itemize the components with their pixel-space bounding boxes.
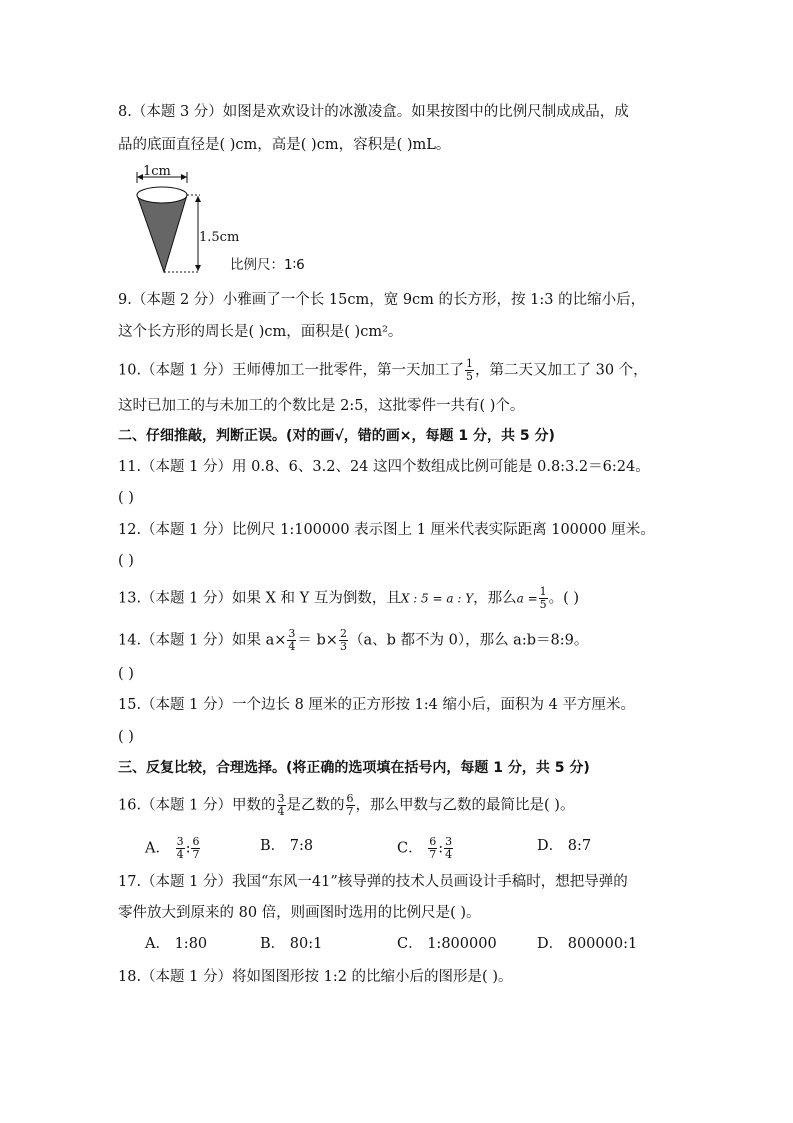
q9-line2: 这个长方形的周长是( )cm，面积是( )cm²。 [118, 324, 403, 340]
q17-option-a[interactable]: A． 1:80 [145, 936, 208, 952]
q10-frac-num: 1 [466, 357, 474, 370]
q18-text: 18.（本题 1 分）将如图图形按 1:2 的比缩小后的图形是( )。 [118, 969, 513, 985]
q17-line2: 零件放大到原来的 80 倍，则画图时选用的比例尺是( )。 [118, 905, 481, 921]
q16-f2-den: 7 [346, 805, 354, 818]
q16-opt-c-frac-1 [428, 836, 437, 861]
q14-text-c: （a、b 都不为 0），那么 a:b＝8:9。 [348, 632, 589, 649]
q16-opt-c-n1: 6 [429, 835, 437, 848]
q17-option-d[interactable]: D． 800000:1 [537, 936, 638, 952]
q16-opt-a-n2: 6 [192, 835, 200, 848]
q9-line1: 9.（本题 2 分）小雅画了一个长 15cm，宽 9cm 的长方形，按 1:3 的比缩小后， [118, 292, 646, 308]
q14-f2-den: 3 [339, 640, 347, 653]
q10-line2: 这时已加工的与未加工的个数比是 2:5，这批零件一共有( )个。 [118, 398, 525, 414]
q14-text-b: ＝ b× [297, 632, 338, 649]
q16-option-d[interactable]: D． 8:7 [537, 838, 592, 854]
q16-text-b: 是乙数的 [286, 797, 345, 814]
q13-fraction [539, 586, 548, 611]
q16-opt-c-sep: : [438, 840, 444, 857]
q17-option-b[interactable]: B． 80:1 [260, 936, 323, 952]
q10-text-a: 10.（本题 1 分）王师傅加工一批零件，第一天加工了 [118, 362, 465, 379]
q16-opt-a-d2: 7 [192, 848, 200, 861]
q10-fraction [465, 358, 474, 383]
q13-frac-num: 1 [539, 585, 547, 598]
q10-text-b: ，第二天又加工了 30 个， [475, 362, 648, 379]
q16-opt-c-d2: 4 [445, 848, 453, 861]
scale-label: 比例尺：1∶6 [230, 257, 305, 273]
q16-option-c[interactable] [397, 836, 454, 861]
q8-line1: 8.（本题 3 分）如图是欢欢设计的冰激凌盒。如果按图中的比例尺制成成品，成 [118, 104, 629, 120]
q12-answer-paren: ( ) [118, 553, 134, 569]
q16-f1-den: 4 [277, 805, 285, 818]
q12-text: 12.（本题 1 分）比例尺 1:100000 表示图上 1 厘米代表实际距离 100000 厘米。 [118, 522, 655, 538]
q16-opt-a-sep: : [185, 840, 191, 857]
q8-line2: 品的底面直径是( )cm，高是( )cm，容积是( )mL。 [118, 137, 451, 153]
section3-heading: 三、反复比较，合理选择。(将正确的选项填在括号内，每题 1 分，共 5 分) [118, 760, 590, 776]
q14-text-a: 14.（本题 1 分）如果 a× [118, 632, 287, 649]
q13-line [118, 586, 579, 611]
q14-fraction-1 [287, 628, 296, 653]
q16-option-c-label: C． [397, 840, 423, 857]
q13-text-a: 13.（本题 1 分）如果 X 和 Y 互为倒数，且 [118, 590, 401, 607]
q16-fraction-1 [277, 793, 286, 818]
q16-opt-a-frac-1 [176, 836, 185, 861]
q14-line [118, 628, 588, 653]
q15-text: 15.（本题 1 分）一个边长 8 厘米的正方形按 1:4 缩小后，面积为 4 平方厘米。 [118, 697, 635, 713]
q16-f1-num: 3 [277, 792, 285, 805]
q17-option-c[interactable]: C． 1:800000 [397, 936, 497, 952]
q14-f1-num: 3 [288, 627, 296, 640]
q16-option-a[interactable] [145, 836, 201, 861]
section2-heading: 二、仔细推敲，判断正误。(对的画√，错的画×，每题 1 分，共 5 分) [118, 428, 555, 444]
q16-opt-c-d1: 7 [429, 848, 437, 861]
ice-cream-cone-figure [120, 165, 350, 284]
q14-f2-num: 2 [339, 627, 347, 640]
q16-option-a-label: A． [145, 840, 170, 857]
q13-formula: X : 5 = a : Y [400, 591, 474, 606]
q15-answer-paren: ( ) [118, 729, 134, 745]
q11-answer-paren: ( ) [118, 490, 134, 506]
q11-text: 11.（本题 1 分）用 0.8、6、3.2、24 这四个数组成比例可能是 0.8:3.2＝6:24。 [118, 459, 650, 475]
cone-top-label: 1cm [143, 164, 171, 179]
q16-opt-c-frac-2 [444, 836, 453, 861]
q16-text-a: 16.（本题 1 分）甲数的 [118, 797, 276, 814]
q16-opt-a-frac-2 [191, 836, 200, 861]
q14-f1-den: 4 [288, 640, 296, 653]
q13-text-b: ，那么 [473, 590, 517, 607]
q16-opt-c-n2: 3 [445, 835, 453, 848]
q16-opt-a-n1: 3 [176, 835, 184, 848]
q16-fraction-2 [346, 793, 355, 818]
cone-height-label: 1.5cm [199, 230, 240, 245]
q16-line [118, 793, 574, 818]
q13-text-c: 。( ) [548, 590, 580, 607]
q10-frac-den: 5 [466, 370, 474, 383]
q16-f2-num: 6 [346, 792, 354, 805]
q13-frac-den: 5 [539, 598, 547, 611]
q16-text-c: ，那么甲数与乙数的最简比是( )。 [355, 797, 575, 814]
q10-line1 [118, 358, 648, 383]
q13-a-eq: a = [516, 591, 538, 606]
q17-line1: 17.（本题 1 分）我国“东风一41”核导弹的技术人员画设计手稿时，想把导弹的 [118, 874, 628, 890]
q14-answer-paren: ( ) [118, 666, 134, 682]
q14-fraction-2 [339, 628, 348, 653]
q16-opt-a-d1: 4 [176, 848, 184, 861]
q16-option-b[interactable]: B． 7:8 [260, 838, 314, 854]
